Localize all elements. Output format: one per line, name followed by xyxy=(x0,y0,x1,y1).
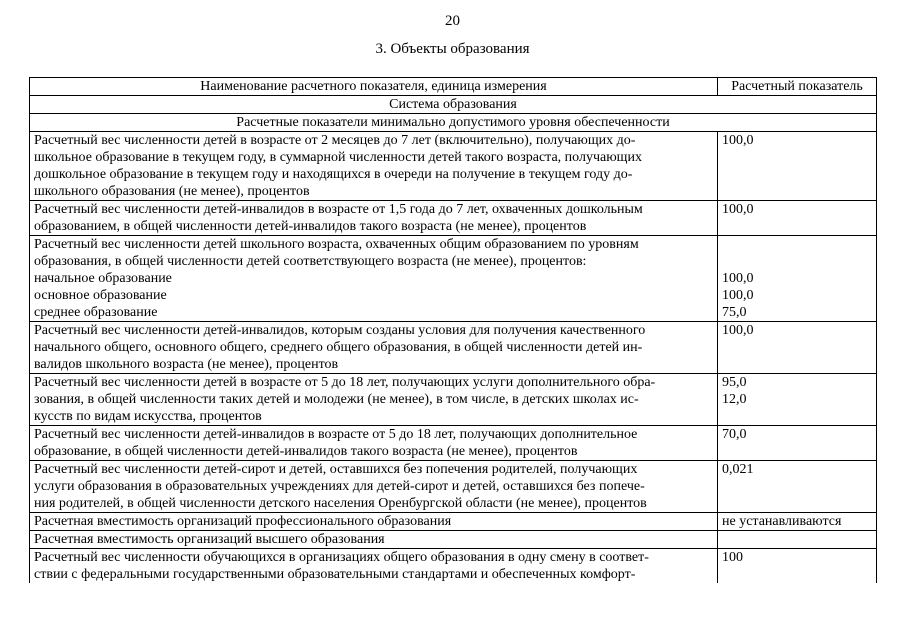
table-row xyxy=(30,549,877,584)
table-row xyxy=(30,322,877,374)
table-row xyxy=(30,461,877,513)
row-value: 100,0 100,0 75,0 xyxy=(718,236,877,322)
header-indicator-value: Расчетный показатель xyxy=(718,78,877,96)
row-label: Расчетный вес численности детей в возрасте от 2 месяцев до 7 лет (включительно), получающих до- школьное образование в текущем году, в суммарной численности детей такого возраста, получающих дошкольное образование в текущем году и находящихся в очереди на получение в текущем году до- школьного образования (не менее), процентов xyxy=(30,132,718,201)
table-header-row xyxy=(30,78,877,96)
section-row xyxy=(30,96,877,114)
row-label: Расчетный вес численности детей-инвалидов, которым созданы условия для получения качественного начального общего, основного общего, среднего общего образования, в общей численности детей ин- валидов школьного возраста (не менее), процентов xyxy=(30,322,718,374)
header-indicator-name: Наименование расчетного показателя, единица измерения xyxy=(30,78,718,96)
row-value: не устанавливаются xyxy=(718,513,877,531)
row-value: 70,0 xyxy=(718,426,877,461)
row-label: Расчетная вместимость организаций профессионального образования xyxy=(30,513,718,531)
row-label: Расчетный вес численности обучающихся в организациях общего образования в одну смену в соответ- ствии с федеральными государственными образовательными стандартами и обеспеченных комфорт- xyxy=(30,549,718,584)
row-label: Расчетный вес численности детей школьного возраста, охваченных общим образованием по уровням образования, в общей численности детей соответствующего возраста (не менее), процентов: начальное образование основное образование среднее образование xyxy=(30,236,718,322)
row-value: 95,0 12,0 xyxy=(718,374,877,426)
subsection-row xyxy=(30,114,877,132)
row-value xyxy=(718,531,877,549)
row-value: 100,0 xyxy=(718,201,877,236)
row-value: 0,021 xyxy=(718,461,877,513)
page-number: 20 xyxy=(445,13,460,29)
row-value: 100 xyxy=(718,549,877,584)
row-label: Расчетная вместимость организаций высшего образования xyxy=(30,531,718,549)
table-row xyxy=(30,531,877,549)
row-label: Расчетный вес численности детей-инвалидов в возрасте от 1,5 года до 7 лет, охваченных дошкольным образованием, в общей численности детей-инвалидов такого возраста (не менее), процентов xyxy=(30,201,718,236)
table-row xyxy=(30,236,877,322)
row-label: Расчетный вес численности детей-инвалидов в возрасте от 5 до 18 лет, получающих дополнительное образование, в общей численности детей-инвалидов такого возраста (не менее), процентов xyxy=(30,426,718,461)
indicators-table xyxy=(29,77,877,583)
row-value: 100,0 xyxy=(718,132,877,201)
table-row xyxy=(30,374,877,426)
section-heading: Система образования xyxy=(30,96,877,114)
row-label: Расчетный вес численности детей в возрасте от 5 до 18 лет, получающих услуги дополнительного обра- зования, в общей численности таких детей и молодежи (не менее), в том числе, в детских школах ис- кусств по видам искусства, процентов xyxy=(30,374,718,426)
section-title: 3. Объекты образования xyxy=(375,41,530,57)
table-row xyxy=(30,132,877,201)
subsection-heading: Расчетные показатели минимально допустимого уровня обеспеченности xyxy=(30,114,877,132)
table-row xyxy=(30,426,877,461)
table-row xyxy=(30,201,877,236)
row-value: 100,0 xyxy=(718,322,877,374)
row-label: Расчетный вес численности детей-сирот и детей, оставшихся без попечения родителей, получающих услуги образования в образовательных учреждениях для детей-сирот и детей, оставшихся без попече- ния родителей, в общей численности детского населения Оренбургской области (не менее), процентов xyxy=(30,461,718,513)
table-row xyxy=(30,513,877,531)
